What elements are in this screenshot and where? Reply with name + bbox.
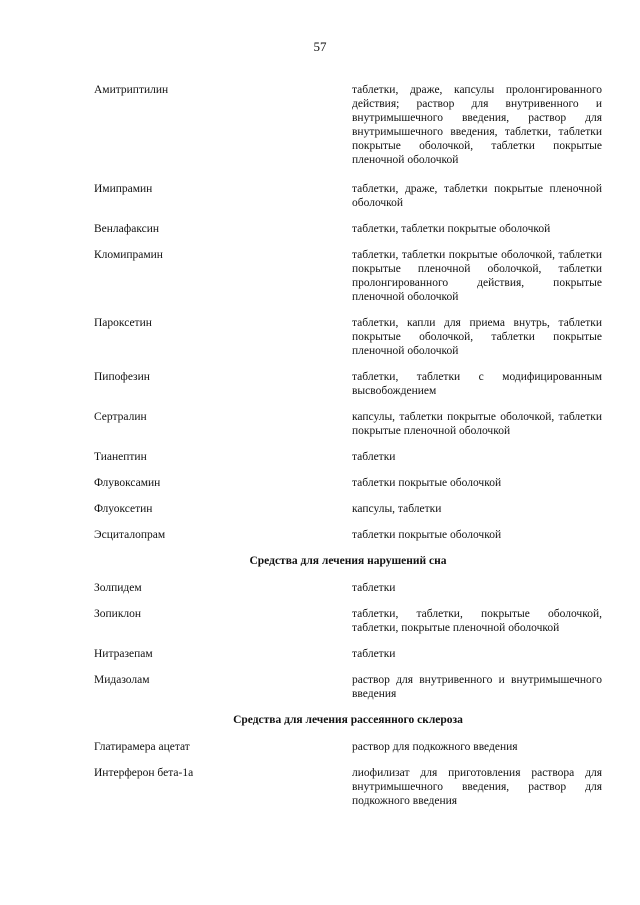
drug-row bbox=[94, 450, 602, 464]
drug-row bbox=[94, 647, 602, 661]
drug-row bbox=[94, 581, 602, 595]
drug-name: Глатирамера ацетат bbox=[94, 741, 190, 753]
dosage-form: капсулы, таблетки покрытые оболочкой, таблетки покрытые пленочной оболочкой bbox=[352, 411, 602, 437]
drug-row bbox=[94, 83, 602, 167]
drug-name: Пипофезин bbox=[94, 371, 150, 383]
dosage-form: таблетки bbox=[352, 648, 396, 660]
dosage-form: таблетки, драже, таблетки покрытые пленочной оболочкой bbox=[352, 183, 602, 209]
drug-row bbox=[94, 673, 602, 701]
drug-name: Амитриптилин bbox=[94, 84, 169, 96]
drug-row bbox=[94, 502, 602, 516]
drug-name: Зопиклон bbox=[94, 608, 142, 620]
drug-name: Нитразепам bbox=[94, 648, 153, 660]
drug-name: Эсциталопрам bbox=[94, 529, 166, 541]
drug-name: Пароксетин bbox=[94, 317, 152, 329]
dosage-form: таблетки bbox=[352, 582, 396, 594]
drug-name: Имипрамин bbox=[94, 183, 153, 195]
drug-name: Флуоксетин bbox=[94, 503, 153, 515]
drug-name: Мидазолам bbox=[94, 674, 150, 686]
section-heading: Средства для лечения нарушений сна bbox=[249, 555, 447, 567]
drug-row bbox=[94, 766, 602, 808]
drug-name: Кломипрамин bbox=[94, 249, 163, 261]
drug-list bbox=[94, 83, 602, 808]
drug-row bbox=[94, 740, 602, 754]
dosage-form: таблетки, таблетки с модифицированным высвобождением bbox=[352, 371, 602, 397]
section-heading: Средства для лечения рассеянного склероза bbox=[233, 714, 463, 726]
drug-name: Золпидем bbox=[94, 582, 142, 594]
drug-name: Интерферон бета-1а bbox=[94, 767, 194, 779]
drug-row bbox=[94, 476, 602, 490]
drug-row bbox=[94, 316, 602, 358]
dosage-form: капсулы, таблетки bbox=[352, 503, 442, 515]
drug-name: Сертралин bbox=[94, 411, 147, 423]
dosage-form: таблетки, таблетки, покрытые оболочкой, таблетки, покрытые пленочной оболочкой bbox=[352, 608, 602, 634]
drug-name: Флувоксамин bbox=[94, 477, 161, 489]
dosage-form: лиофилизат для приготовления раствора для внутримышечного введения, раствор для подкожного введения bbox=[352, 767, 602, 807]
drug-row bbox=[94, 410, 602, 438]
drug-name: Тианептин bbox=[94, 451, 147, 463]
dosage-form: таблетки, драже, капсулы пролонгированного действия; раствор для внутривенного и внутримышечного введения, раствор для внутримышечного введения, таблетки, таблетки покрытые оболочкой, таблетки покрытые пленочной оболочкой bbox=[352, 84, 602, 166]
drug-row bbox=[94, 222, 602, 236]
dosage-form: таблетки bbox=[352, 451, 396, 463]
dosage-form: таблетки покрытые оболочкой bbox=[352, 477, 502, 489]
drug-row bbox=[94, 248, 602, 304]
drug-row bbox=[94, 370, 602, 398]
dosage-form: раствор для внутривенного и внутримышечного введения bbox=[352, 674, 602, 700]
page-number: 57 bbox=[313, 39, 327, 54]
dosage-form: таблетки покрытые оболочкой bbox=[352, 529, 502, 541]
dosage-form: раствор для подкожного введения bbox=[352, 741, 518, 753]
drug-row bbox=[94, 607, 602, 635]
dosage-form: таблетки, таблетки покрытые оболочкой bbox=[352, 223, 551, 235]
drug-row bbox=[94, 182, 602, 210]
drug-row bbox=[94, 528, 602, 542]
dosage-form: таблетки, капли для приема внутрь, таблетки покрытые оболочкой, таблетки покрытые пленочной оболочкой bbox=[352, 317, 602, 357]
dosage-form: таблетки, таблетки покрытые оболочкой, таблетки покрытые пленочной оболочкой, таблетки пролонгированного действия, покрытые пленочной оболочкой bbox=[352, 249, 602, 303]
drug-name: Венлафаксин bbox=[94, 223, 160, 235]
